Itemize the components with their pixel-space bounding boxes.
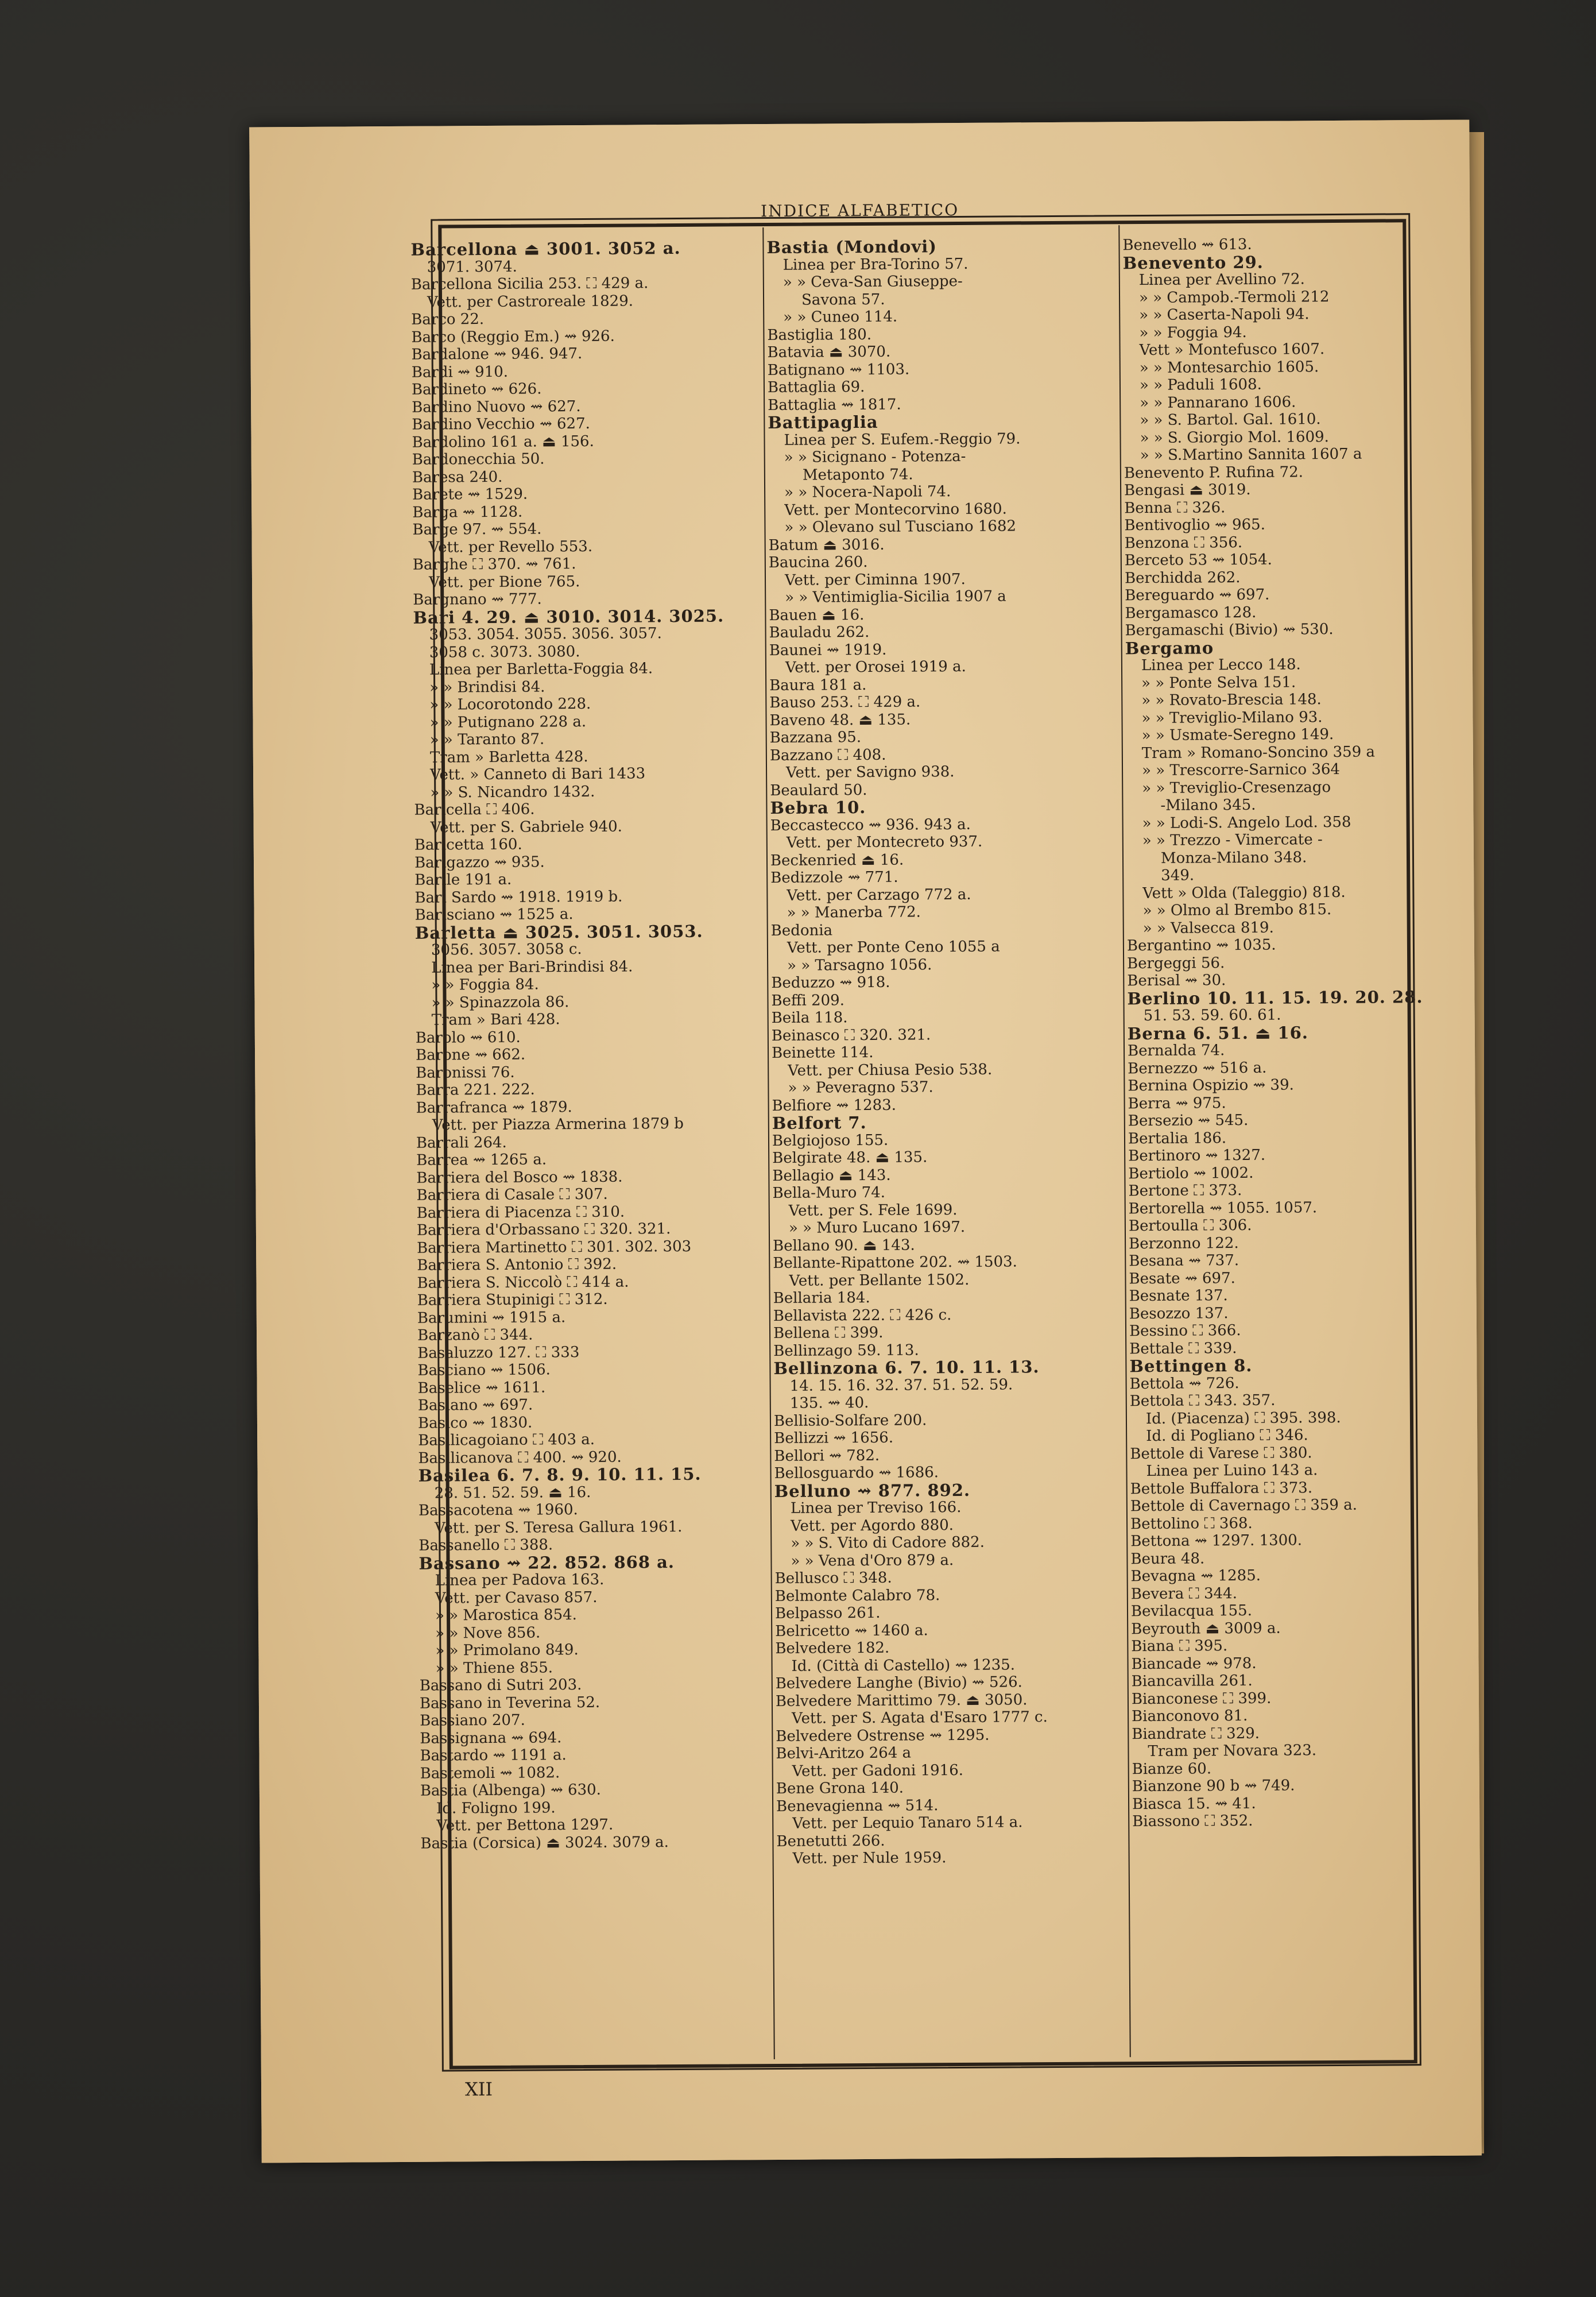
index-entry: » » Vena d'Oro 879 a. xyxy=(791,1551,954,1570)
index-entry: Barzanò ⛶ 344. xyxy=(417,1326,533,1344)
index-entry: Belpasso 261. xyxy=(774,1604,881,1622)
index-entry: Linea per Luino 143 a. xyxy=(1146,1461,1318,1480)
index-entry: Benna ⛶ 326. xyxy=(1124,498,1226,517)
index-entry: -Milano 345. xyxy=(1160,796,1256,814)
index-entry: Barriera d'Orbassano ⛶ 320. 321. xyxy=(416,1220,671,1239)
index-entry: Bassacotena ⇝ 1960. xyxy=(418,1501,578,1519)
index-entry: Bellizzi ⇝ 1656. xyxy=(774,1429,894,1447)
index-entry: Bellagio ⏏ 143. xyxy=(772,1166,891,1185)
index-entry: » » Olevano sul Tusciano 1682 xyxy=(784,517,1017,536)
index-entry: Basaluzzo 127. ⛶ 333 xyxy=(417,1343,580,1362)
index-entry: Vett. per S. Gabriele 940. xyxy=(430,818,622,837)
index-entry: Vett. per Agordo 880. xyxy=(790,1516,954,1535)
index-entry: Bebra 10. xyxy=(770,797,866,818)
index-entry: Beinasco ⛶ 320. 321. xyxy=(771,1026,931,1045)
index-entry: Berlino 10. 11. 15. 19. 20. 28. xyxy=(1127,987,1423,1008)
index-entry: 14. 15. 16. 32. 37. 51. 52. 59. xyxy=(789,1375,1013,1395)
index-entry: Bari 4. 29. ⏏ 3010. 3014. 3025. xyxy=(413,605,725,628)
index-entry: Bergamo xyxy=(1125,637,1214,658)
index-entry: Barra 221. 222. xyxy=(416,1081,535,1099)
index-entry: Barriera Martinetto ⛶ 301. 302. 303 xyxy=(417,1238,692,1257)
index-entry: Vett. per Bellante 1502. xyxy=(789,1271,970,1290)
index-entry: » » Ponte Selva 151. xyxy=(1141,673,1296,692)
index-entry: Barriera del Bosco ⇝ 1838. xyxy=(416,1168,623,1187)
index-entry: Bassano di Sutri 203. xyxy=(419,1676,582,1695)
index-entry: Belvedere Ostrense ⇝ 1295. xyxy=(776,1726,990,1745)
index-entry: Vett. per Bione 765. xyxy=(428,573,580,591)
index-entry: Barco (Reggio Em.) ⇝ 926. xyxy=(411,327,615,346)
index-entry: » » Caserta-Napoli 94. xyxy=(1139,306,1310,324)
index-entry: Bedonia xyxy=(770,921,833,939)
index-entry: Basilicagoiano ⛶ 403 a. xyxy=(418,1430,595,1449)
index-entry: Barcellona ⏏ 3001. 3052 a. xyxy=(410,238,681,260)
index-entry: 3058 c. 3073. 3080. xyxy=(429,643,580,662)
index-entry: Bardonecchia 50. xyxy=(412,450,545,469)
index-entry: Tram » Bari 428. xyxy=(431,1011,560,1029)
index-entry: Barone ⇝ 662. xyxy=(415,1046,526,1064)
index-entry: Vett. per Savigno 938. xyxy=(785,763,955,782)
index-entry: » » S. Giorgio Mol. 1609. xyxy=(1140,428,1329,447)
index-entry: Vett » Olda (Taleggio) 818. xyxy=(1142,883,1346,902)
index-entry: Bellano 90. ⏏ 143. xyxy=(773,1236,915,1255)
index-entry: Baveno 48. ⏏ 135. xyxy=(769,711,911,729)
index-entry: Bergantino ⇝ 1035. xyxy=(1126,936,1276,955)
index-entry: Vett. per Gadoni 1916. xyxy=(792,1761,964,1780)
index-entry: Barrali 264. xyxy=(416,1134,507,1152)
index-entry: Bardolino 161 a. ⏏ 156. xyxy=(412,432,594,451)
index-entry: Vett. per Piazza Armerina 1879 b xyxy=(432,1115,684,1134)
index-entry: » » S. Bartol. Gal. 1610. xyxy=(1140,411,1321,430)
index-entry: Vett. per Carzago 772 a. xyxy=(787,885,971,904)
index-entry: Benzona ⛶ 356. xyxy=(1124,533,1243,552)
index-entry: Vett » Montefusco 1607. xyxy=(1139,341,1325,359)
index-entry: Bettingen 8. xyxy=(1129,1355,1253,1376)
index-entry: Belmonte Calabro 78. xyxy=(774,1586,940,1605)
index-entry: Bella-Muro 74. xyxy=(772,1184,886,1202)
index-entry: Bardino Nuovo ⇝ 627. xyxy=(412,397,581,416)
index-entry: Bernezzo ⇝ 516 a. xyxy=(1128,1059,1267,1077)
index-entry: Beura 48. xyxy=(1130,1549,1205,1568)
index-entry: Besnate 137. xyxy=(1129,1287,1228,1305)
index-entry: Metaponto 74. xyxy=(802,465,913,484)
index-entry: Savona 57. xyxy=(801,291,885,309)
index-entry: » » Taranto 87. xyxy=(429,730,545,749)
index-entry: Bertoulla ⛶ 306. xyxy=(1128,1216,1252,1235)
index-entry: Battaglia 69. xyxy=(767,378,865,397)
index-entry: Bevera ⛶ 344. xyxy=(1130,1584,1238,1603)
index-entry: » » Rovato-Brescia 148. xyxy=(1141,691,1322,710)
index-entry: Bergeggi 56. xyxy=(1127,954,1225,972)
index-entry: Baucina 260. xyxy=(768,553,868,572)
index-entry: » » Trescorre-Sarnico 364 xyxy=(1141,760,1341,780)
index-entry: Baronissi 76. xyxy=(416,1064,515,1082)
index-entry: Linea per Bra-Torino 57. xyxy=(782,255,969,274)
index-entry: Bauso 253. ⛶ 429 a. xyxy=(769,693,921,712)
index-entry: Vett. per Lequio Tanaro 514 a. xyxy=(792,1813,1023,1832)
index-entry: Barga ⇝ 1128. xyxy=(412,503,523,521)
index-entry: » » Treviglio-Cresenzago xyxy=(1142,778,1331,797)
index-entry: Berra ⇝ 975. xyxy=(1128,1094,1226,1112)
index-entry: Barete ⇝ 1529. xyxy=(412,485,528,504)
document-page xyxy=(249,120,1482,2163)
index-entry: Beinette 114. xyxy=(771,1043,874,1062)
index-entry: Bellante-Ripattone 202. ⇝ 1503. xyxy=(773,1253,1018,1272)
index-entry: Bersezio ⇝ 545. xyxy=(1128,1111,1249,1130)
index-entry: Benevello ⇝ 613. xyxy=(1122,235,1252,254)
index-entry: » » Primolano 849. xyxy=(435,1641,579,1660)
index-entry: Bessino ⛶ 366. xyxy=(1129,1322,1241,1340)
index-entry: Monza-Milano 348. xyxy=(1160,848,1307,867)
index-column-1 xyxy=(410,239,730,1853)
index-entry: » » Valsecca 819. xyxy=(1142,919,1274,937)
index-entry: Bari Sardo ⇝ 1918. 1919 b. xyxy=(415,888,623,907)
index-entry: Bentivoglio ⇝ 965. xyxy=(1124,516,1266,535)
index-entry: » » Foggia 84. xyxy=(431,976,539,994)
index-entry: Bastia (Corsica) ⏏ 3024. 3079 a. xyxy=(420,1833,669,1853)
index-entry: Bettole di Cavernago ⛶ 359 a. xyxy=(1130,1496,1358,1515)
index-entry: Barriera Stupinigi ⛶ 312. xyxy=(417,1290,608,1309)
index-entry: Vett. per Castroreale 1829. xyxy=(427,292,634,311)
index-entry: Bardineto ⇝ 626. xyxy=(411,380,542,399)
index-entry: » » Manerba 772. xyxy=(787,903,921,922)
index-entry: » » Treviglio-Milano 93. xyxy=(1141,708,1323,727)
index-entry: Batavia ⏏ 3070. xyxy=(767,343,891,362)
index-entry: Bastardo ⇝ 1191 a. xyxy=(420,1746,567,1765)
index-entry: Barge 97. ⇝ 554. xyxy=(412,520,542,539)
index-entry: Bevagna ⇝ 1285. xyxy=(1130,1567,1261,1586)
index-entry: Beila 118. xyxy=(771,1009,848,1027)
index-entry: Bastia (Mondovi) xyxy=(766,237,937,258)
index-entry: Bernina Ospizio ⇝ 39. xyxy=(1128,1076,1294,1095)
index-entry: Bellena ⛶ 399. xyxy=(773,1324,884,1342)
index-entry: Bastia (Albenga) ⇝ 630. xyxy=(420,1781,601,1800)
index-entry: Besozzo 137. xyxy=(1129,1304,1229,1322)
index-entry: Beduzzo ⇝ 918. xyxy=(771,973,890,992)
index-entry: Belluno ⇝ 877. 892. xyxy=(774,1480,971,1501)
index-entry: Bianconovo 81. xyxy=(1132,1707,1248,1726)
index-entry: » » Cuneo 114. xyxy=(783,308,898,326)
index-entry: Id. (Piacenza) ⛶ 395. 398. xyxy=(1145,1409,1341,1428)
index-entry: Bellori ⇝ 782. xyxy=(774,1447,880,1465)
index-entry: Battaglia ⇝ 1817. xyxy=(768,396,901,414)
index-entry: Berna 6. 51. ⏏ 16. xyxy=(1127,1022,1309,1043)
index-entry: 3071. 3074. xyxy=(427,258,517,276)
index-entry: Belfiore ⇝ 1283. xyxy=(772,1096,897,1115)
index-entry: Berceto 53 ⇝ 1054. xyxy=(1124,551,1272,570)
index-entry: Linea per Treviso 166. xyxy=(790,1498,962,1517)
index-entry: Bellosguardo ⇝ 1686. xyxy=(774,1464,939,1482)
index-entry: Vett. per Ciminna 1907. xyxy=(784,570,966,589)
index-entry: Baricetta 160. xyxy=(414,836,522,854)
index-entry: Barriera S. Niccolò ⛶ 414 a. xyxy=(417,1273,629,1292)
index-entry: Besana ⇝ 737. xyxy=(1129,1252,1239,1270)
index-entry: Bazzano ⛶ 408. xyxy=(769,746,886,764)
index-entry: Vett. per Nule 1959. xyxy=(792,1849,947,1867)
index-entry: Vett. per Revello 553. xyxy=(428,537,593,556)
index-entry: Vett. per S. Agata d'Esaro 1777 c. xyxy=(792,1708,1048,1727)
index-entry: » » Olmo al Brembo 815. xyxy=(1142,901,1332,920)
index-entry: Beckenried ⏏ 16. xyxy=(770,851,904,869)
index-entry: » » Paduli 1608. xyxy=(1139,376,1262,395)
index-entry: Id. di Pogliano ⛶ 346. xyxy=(1146,1426,1308,1445)
index-entry: » » Nocera-Napoli 74. xyxy=(784,483,951,501)
index-entry: Bertalia 186. xyxy=(1128,1129,1227,1147)
page-header: INDICE ALFABETICO xyxy=(761,200,959,221)
index-entry: Benetutti 266. xyxy=(776,1832,885,1850)
index-column-2 xyxy=(766,237,1086,1868)
index-entry: » » Marostica 854. xyxy=(435,1606,577,1625)
index-entry: » » Foggia 94. xyxy=(1139,323,1247,342)
index-entry: Belgiojoso 155. xyxy=(772,1131,889,1150)
index-entry: Beaulard 50. xyxy=(770,781,867,799)
index-entry: » » S.Martino Sannita 1607 a xyxy=(1140,445,1362,465)
index-entry: Bettole di Varese ⛶ 380. xyxy=(1130,1444,1312,1463)
index-entry: Belricetto ⇝ 1460 a. xyxy=(775,1621,928,1640)
index-entry: » » Peveragno 537. xyxy=(788,1078,933,1097)
index-entry: Vett. per Montecorvino 1680. xyxy=(784,500,1007,519)
index-entry: Bedizzole ⇝ 771. xyxy=(770,868,898,887)
index-entry: Benevento 29. xyxy=(1122,252,1264,273)
index-entry: Bassano ⇝ 22. 852. 868 a. xyxy=(419,1552,675,1573)
index-entry: Id. Foligno 199. xyxy=(436,1799,556,1818)
index-entry: Bassano in Teverina 52. xyxy=(419,1693,601,1712)
index-entry: Baselice ⇝ 1611. xyxy=(417,1378,546,1397)
index-entry: Bardino Vecchio ⇝ 627. xyxy=(412,415,590,434)
index-entry: Basiano ⇝ 697. xyxy=(417,1396,533,1414)
index-entry: Bettona ⇝ 1297. 1300. xyxy=(1130,1532,1303,1550)
index-entry: Beccastecco ⇝ 936. 943 a. xyxy=(770,815,971,834)
index-entry: Barghe ⛶ 370. ⇝ 761. xyxy=(412,555,576,574)
index-entry: Basilicanova ⛶ 400. ⇝ 920. xyxy=(418,1448,622,1467)
index-entry: Barrafranca ⇝ 1879. xyxy=(416,1098,572,1117)
index-entry: Bassanello ⛶ 388. xyxy=(419,1536,553,1554)
index-entry: 3053. 3054. 3055. 3056. 3057. xyxy=(429,625,662,644)
index-entry: Berzonno 122. xyxy=(1129,1234,1239,1252)
index-entry: Bianconese ⛶ 399. xyxy=(1131,1689,1272,1708)
index-entry: Bene Grona 140. xyxy=(776,1779,904,1797)
index-entry: Tram per Novara 323. xyxy=(1148,1742,1317,1761)
index-entry: » » Ventimiglia-Sicilia 1907 a xyxy=(785,587,1006,606)
index-entry: Batignano ⇝ 1103. xyxy=(767,361,910,379)
index-entry: » » Spinazzola 86. xyxy=(431,993,570,1012)
index-entry: » » Montesarchio 1605. xyxy=(1139,358,1319,377)
index-entry: Id. (Città di Castello) ⇝ 1235. xyxy=(791,1656,1016,1675)
index-entry: Bassignana ⇝ 694. xyxy=(420,1728,562,1747)
index-entry: Bevilacqua 155. xyxy=(1130,1602,1253,1621)
index-entry: Belluscо ⛶ 348. xyxy=(774,1569,892,1587)
index-entry: Batum ⏏ 3016. xyxy=(768,536,885,554)
index-entry: Baunei ⇝ 1919. xyxy=(769,641,887,659)
index-entry: Tram » Barletta 428. xyxy=(429,748,588,767)
index-entry: Belvi-Aritzo 264 a xyxy=(776,1744,912,1762)
index-entry: Berisal ⇝ 30. xyxy=(1127,972,1226,990)
index-entry: » » Sicignano - Potenza- xyxy=(784,447,966,466)
index-entry: Barisciano ⇝ 1525 a. xyxy=(415,906,574,924)
index-entry: Barriera di Piacenza ⛶ 310. xyxy=(416,1203,625,1222)
index-entry: Bellinzago 59. 113. xyxy=(773,1341,919,1360)
index-entry: Barriera S. Antonio ⛶ 392. xyxy=(417,1255,617,1274)
index-entry: Bastiglia 180. xyxy=(767,326,872,344)
index-entry: Beffi 209. xyxy=(771,991,845,1010)
index-entry: Bertinoro ⇝ 1327. xyxy=(1128,1146,1266,1165)
index-entry: Linea per Padova 163. xyxy=(435,1571,605,1590)
index-entry: » » Nove 856. xyxy=(435,1623,541,1642)
index-entry: Basciano ⇝ 1506. xyxy=(417,1361,551,1379)
index-entry: Belvedere Marittimo 79. ⏏ 3050. xyxy=(775,1691,1028,1710)
index-entry: » » S. Nicandro 1432. xyxy=(430,783,595,802)
index-entry: Bargnano ⇝ 777. xyxy=(413,590,542,609)
index-entry: Linea per Bari-Brindisi 84. xyxy=(431,957,633,977)
index-entry: Bettole Buffalora ⛶ 373. xyxy=(1130,1479,1313,1498)
index-entry: Bellinzona 6. 7. 10. 11. 13. xyxy=(773,1357,1040,1378)
index-entry: Bertorella ⇝ 1055. 1057. xyxy=(1128,1198,1318,1217)
index-entry: Bardalone ⇝ 946. 947. xyxy=(411,345,583,364)
index-entry: Bereguardo ⇝ 697. xyxy=(1125,586,1270,605)
index-entry: Biassono ⛶ 352. xyxy=(1132,1812,1253,1831)
index-entry: » » Trezzo - Vimercate - xyxy=(1142,831,1323,850)
index-entry: Barletta ⏏ 3025. 3051. 3053. xyxy=(415,921,703,943)
index-entry: Bernalda 74. xyxy=(1127,1042,1225,1060)
index-entry: Bianze 60. xyxy=(1132,1760,1212,1778)
index-entry: Berchidda 262. xyxy=(1124,569,1241,587)
index-entry: Linea per Lecco 148. xyxy=(1141,656,1301,675)
index-entry: Baura 181 a. xyxy=(769,676,867,694)
index-entry: Vett. per S. Fele 1699. xyxy=(788,1201,958,1220)
index-entry: Benevagienna ⇝ 514. xyxy=(776,1796,939,1815)
index-entry: Basilea 6. 7. 8. 9. 10. 11. 15. xyxy=(418,1464,702,1486)
index-entry: Bettola ⇝ 726. xyxy=(1129,1374,1239,1393)
index-entry: Bengasi ⏏ 3019. xyxy=(1124,481,1251,500)
index-entry: Belgirate 48. ⏏ 135. xyxy=(772,1148,928,1167)
index-entry: » » Lodi-S. Angelo Lod. 358 xyxy=(1142,813,1351,832)
index-entry: Biana ⛶ 395. xyxy=(1131,1637,1228,1656)
index-entry: Barile 191 a. xyxy=(415,871,512,889)
index-entry: Bettola ⛶ 343. 357. xyxy=(1129,1391,1276,1410)
index-entry: Bertiolo ⇝ 1002. xyxy=(1128,1164,1254,1182)
index-entry: Bellaria 184. xyxy=(773,1289,870,1307)
index-entry: Bastemoli ⇝ 1082. xyxy=(420,1764,560,1782)
index-entry: 349. xyxy=(1161,867,1195,884)
index-entry: Bauladu 262. xyxy=(769,623,870,642)
index-entry: 135. ⇝ 40. xyxy=(789,1394,869,1412)
index-entry: Besate ⇝ 697. xyxy=(1129,1269,1235,1287)
index-entry: Barumini ⇝ 1915 a. xyxy=(417,1308,566,1327)
index-entry: Biancavilla 261. xyxy=(1131,1672,1253,1691)
index-entry: Vett. per Montecreto 937. xyxy=(786,833,983,852)
index-entry: Bellisio-Solfare 200. xyxy=(773,1411,927,1430)
index-entry: » » Brindisi 84. xyxy=(429,678,545,697)
index-entry: Barrea ⇝ 1265 a. xyxy=(416,1151,547,1169)
index-entry: Linea per Avellino 72. xyxy=(1138,270,1305,289)
index-entry: Tram » Romano-Soncino 359 a xyxy=(1141,743,1376,762)
index-entry: Bettolino ⛶ 368. xyxy=(1130,1514,1253,1533)
index-entry: Basico ⇝ 1830. xyxy=(417,1414,533,1432)
index-entry: Biandrate ⛶ 329. xyxy=(1132,1724,1260,1743)
index-entry: Barolo ⇝ 610. xyxy=(415,1028,521,1047)
index-entry: Bellavista 222. ⛶ 426 c. xyxy=(773,1306,952,1325)
index-entry: Vett. per S. Teresa Gallura 1961. xyxy=(435,1518,683,1537)
index-entry: Linea per S. Eufem.-Reggio 79. xyxy=(784,430,1021,449)
index-entry: Barcellona Sicilia 253. ⛶ 429 a. xyxy=(410,274,649,293)
index-entry: Bassiano 207. xyxy=(420,1711,525,1730)
index-entry: Vett. per Ponte Ceno 1055 a xyxy=(787,938,1000,957)
index-entry: 28. 51. 52. 59. ⏏ 16. xyxy=(434,1483,591,1502)
index-entry: Barriera di Casale ⛶ 307. xyxy=(416,1185,608,1204)
index-entry: Battipaglia xyxy=(768,412,878,433)
index-entry: Biancade ⇝ 978. xyxy=(1131,1654,1257,1673)
index-entry: Barigazzo ⇝ 935. xyxy=(414,853,545,872)
index-entry: » » Pannarano 1606. xyxy=(1140,393,1296,412)
index-entry: Belvedere Langhe (Bivio) ⇝ 526. xyxy=(775,1673,1022,1692)
index-entry: Bauen ⏏ 16. xyxy=(769,606,865,624)
index-entry: » » Ceva-San Giuseppe- xyxy=(782,272,963,291)
index-entry: Baricella ⛶ 406. xyxy=(414,801,535,819)
index-entry: » » Campob.-Termoli 212 xyxy=(1138,288,1330,307)
index-entry: Belfort 7. xyxy=(772,1112,867,1133)
index-entry: Vett. per Cavaso 857. xyxy=(435,1588,598,1607)
index-entry: Barco 22. xyxy=(411,311,485,328)
index-entry: » » Muro Lucano 1697. xyxy=(788,1218,966,1237)
index-entry: » » S. Vito di Cadore 882. xyxy=(791,1533,985,1552)
index-entry: Beyrouth ⏏ 3009 a. xyxy=(1131,1619,1281,1638)
index-entry: Biasca 15. ⇝ 41. xyxy=(1132,1795,1256,1813)
page-number: XII xyxy=(464,2078,493,2101)
index-entry: Vett. per Orosei 1919 a. xyxy=(785,658,966,676)
index-entry: Bazzana 95. xyxy=(769,729,862,747)
index-entry: » » Usmate-Seregno 149. xyxy=(1141,726,1334,745)
index-entry: Bergamaschi (Bivio) ⇝ 530. xyxy=(1125,621,1334,640)
index-entry: Bergamasco 128. xyxy=(1125,604,1257,622)
index-entry: Vett. per Bettona 1297. xyxy=(436,1816,614,1835)
index-entry: 51. 53. 59. 60. 61. xyxy=(1143,1006,1281,1025)
index-entry: » » Putignano 228 a. xyxy=(429,713,587,732)
index-entry: Bertone ⛶ 373. xyxy=(1128,1181,1242,1200)
index-entry: » » Thiene 855. xyxy=(435,1658,553,1677)
index-entry: Bianzone 90 b ⇝ 749. xyxy=(1132,1777,1295,1796)
index-column-3 xyxy=(1122,235,1442,1831)
index-entry: 3056. 3057. 3058 c. xyxy=(431,941,582,959)
index-entry: Benevento P. Rufina 72. xyxy=(1124,463,1304,482)
index-entry: » » Locorotondo 228. xyxy=(429,695,591,714)
index-entry: Bardi ⇝ 910. xyxy=(411,363,509,381)
index-entry: Baresa 240. xyxy=(412,468,503,486)
index-entry: Vett. per Chiusa Pesio 538. xyxy=(788,1061,993,1080)
index-entry: Vett. » Canneto di Bari 1433 xyxy=(429,765,646,784)
index-entry: Bettale ⛶ 339. xyxy=(1129,1339,1237,1358)
index-entry: Belvedere 182. xyxy=(775,1639,890,1657)
index-entry: » » Tarsagno 1056. xyxy=(787,956,932,975)
index-entry: Linea per Barletta-Foggia 84. xyxy=(429,660,653,679)
